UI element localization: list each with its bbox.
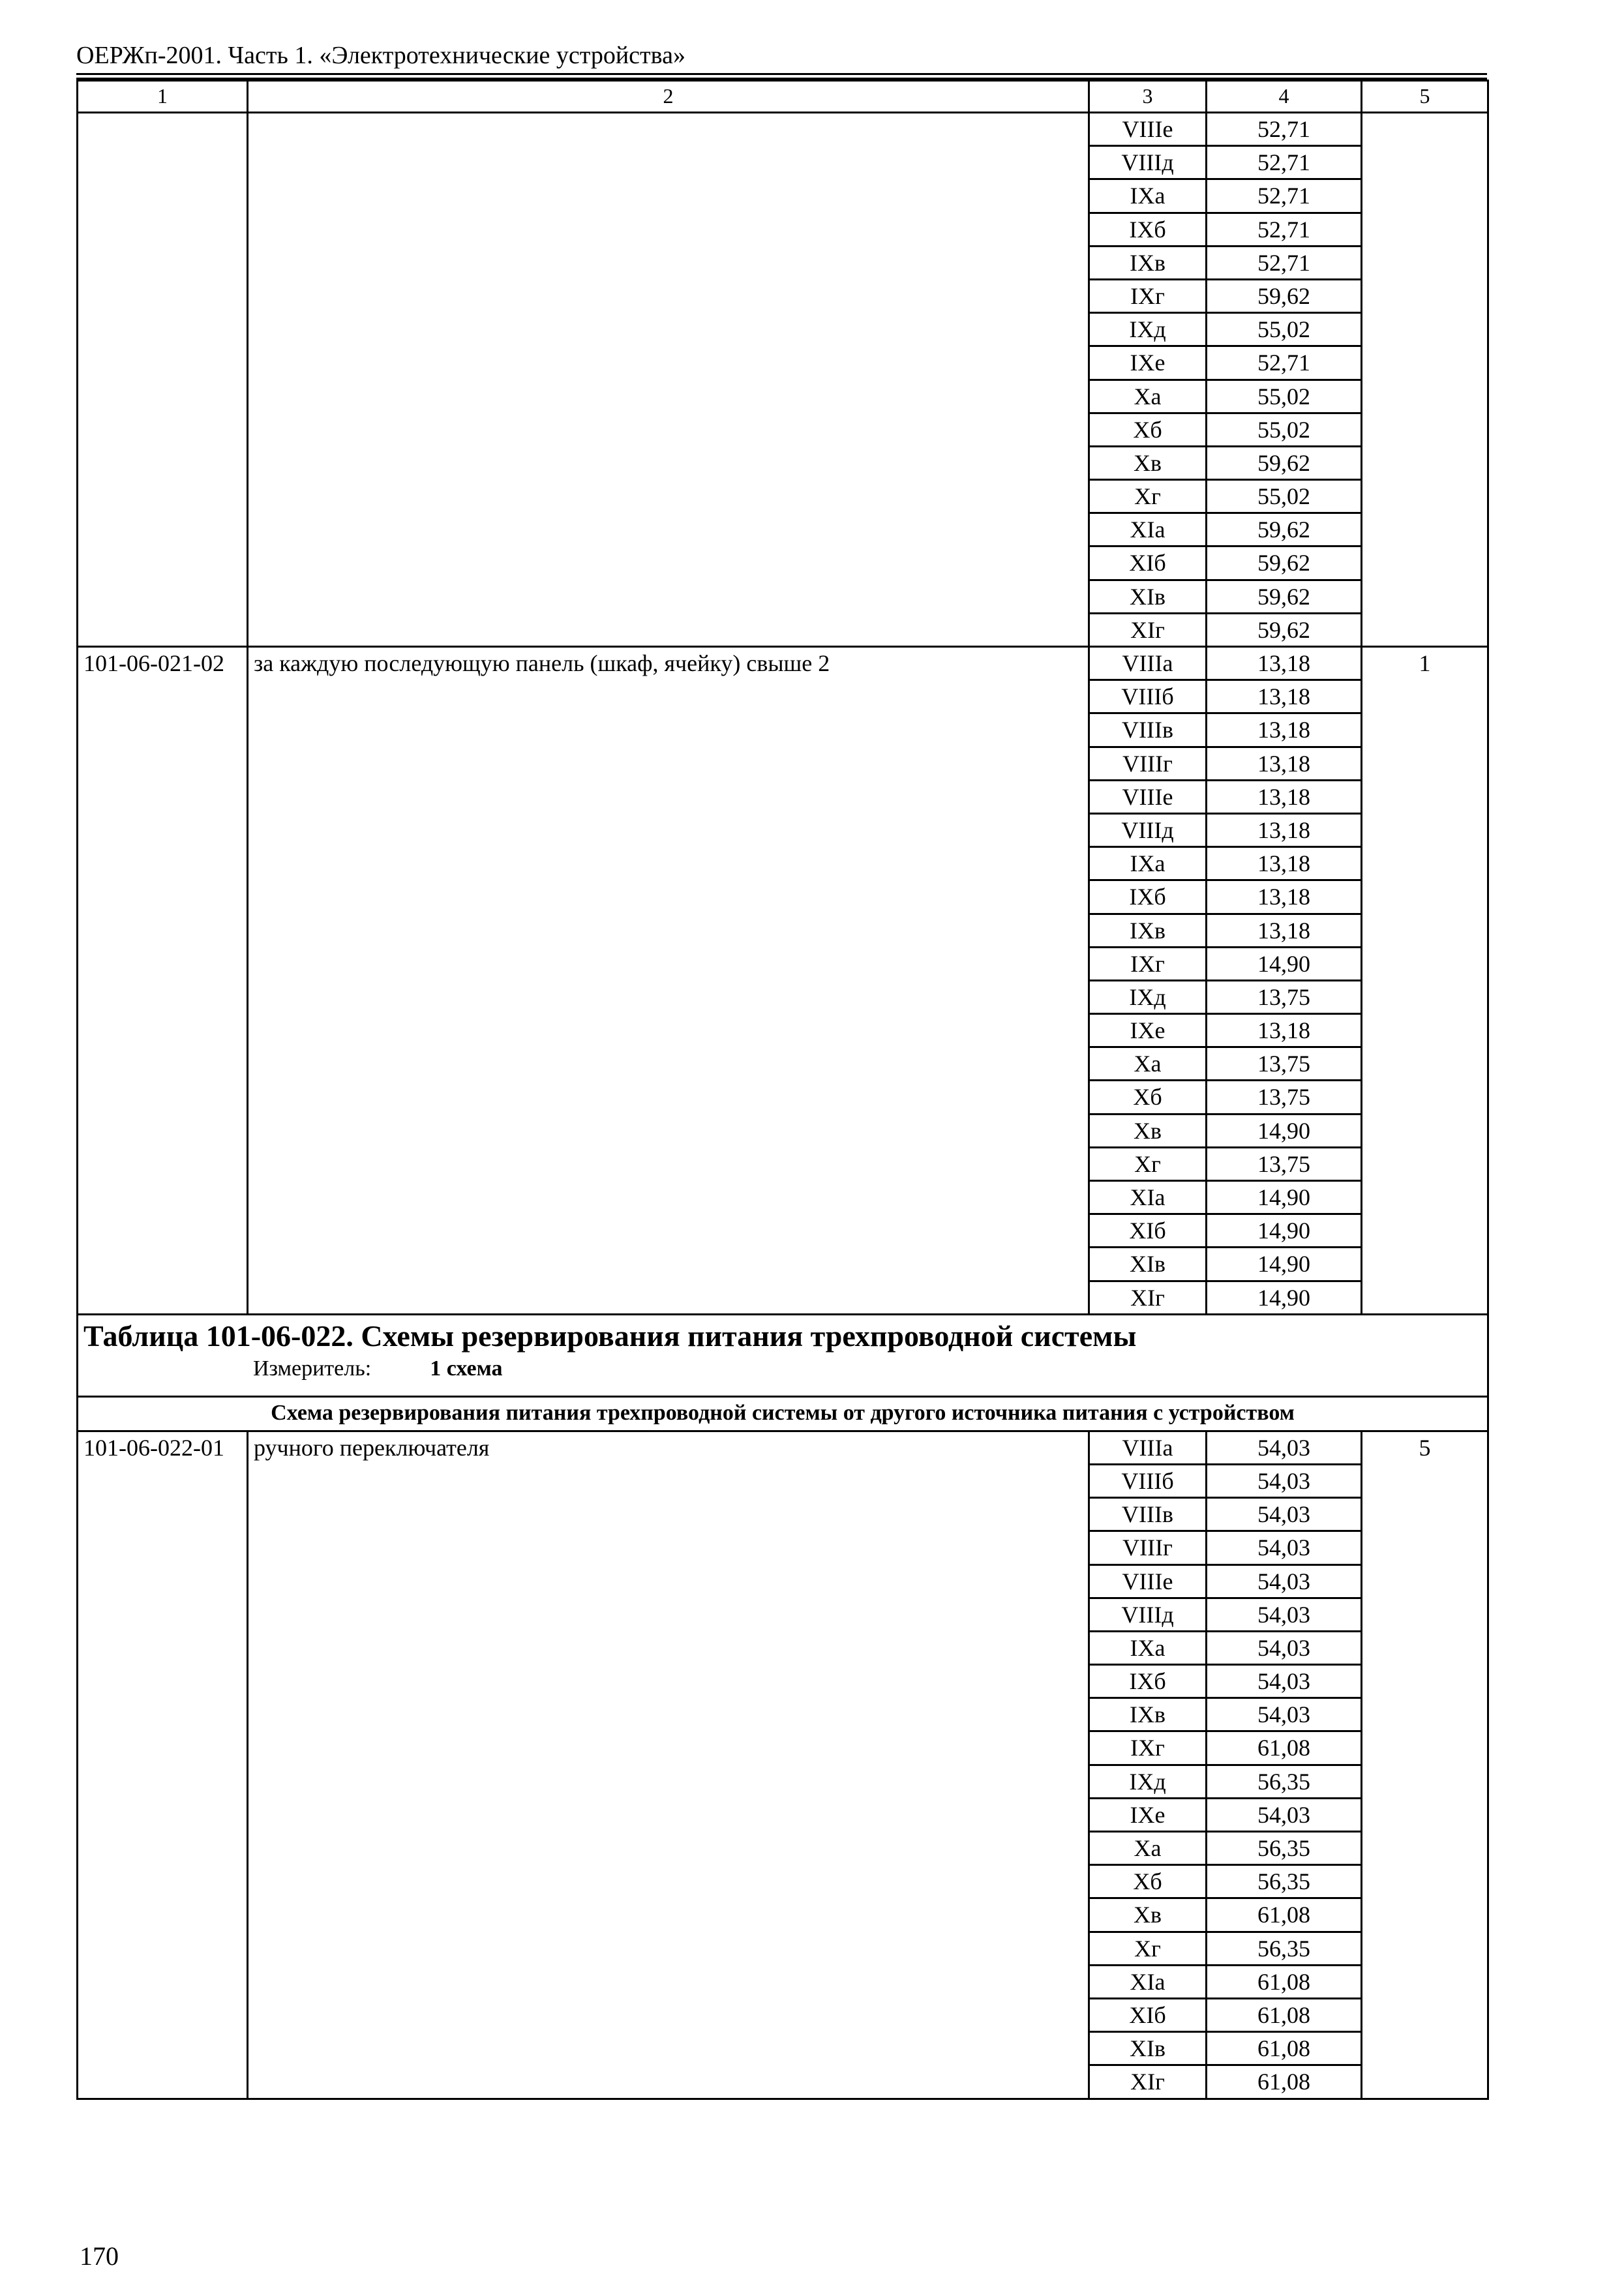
price-cell: 55,02: [1207, 413, 1362, 446]
price-cell: 13,18: [1207, 1014, 1362, 1047]
price-cell: 56,35: [1207, 1865, 1362, 1898]
zone-cell: Xв: [1089, 446, 1207, 479]
rate-row: [78, 647, 1488, 680]
zone-cell: Xг: [1089, 1147, 1207, 1180]
price-cell: 14,90: [1207, 1281, 1362, 1314]
price-cell: 54,03: [1207, 1531, 1362, 1564]
zone-cell: VIIIв: [1089, 1498, 1207, 1531]
price-cell: 59,62: [1207, 446, 1362, 479]
zone-cell: IXб: [1089, 880, 1207, 914]
column-number: 5: [1362, 81, 1488, 113]
value-cell: 5: [1362, 1431, 1488, 2099]
zone-cell: Xг: [1089, 480, 1207, 513]
price-cell: 13,18: [1207, 813, 1362, 846]
zone-cell: XIа: [1089, 1965, 1207, 1998]
zone-cell: Xб: [1089, 413, 1207, 446]
zone-cell: IXг: [1089, 1731, 1207, 1765]
zone-cell: Xа: [1089, 1047, 1207, 1081]
price-cell: 13,18: [1207, 914, 1362, 947]
price-cell: 59,62: [1207, 513, 1362, 546]
zone-cell: Xа: [1089, 380, 1207, 413]
zone-cell: VIIIд: [1089, 146, 1207, 179]
zone-cell: IXб: [1089, 213, 1207, 246]
zone-cell: IXа: [1089, 847, 1207, 880]
zone-cell: IXа: [1089, 179, 1207, 213]
value-cell: [1362, 113, 1488, 647]
column-number: 2: [248, 81, 1089, 113]
zone-cell: IXд: [1089, 313, 1207, 346]
zone-cell: IXд: [1089, 1765, 1207, 1798]
price-cell: 52,71: [1207, 246, 1362, 279]
price-cell: 13,18: [1207, 647, 1362, 680]
zone-cell: XIб: [1089, 1214, 1207, 1248]
price-cell: 54,03: [1207, 1631, 1362, 1664]
unit-value: 1 схема: [430, 1356, 503, 1381]
rate-row: [78, 1431, 1488, 1464]
zone-cell: Xв: [1089, 1898, 1207, 1932]
zone-cell: VIIIе: [1089, 113, 1207, 146]
column-number: 4: [1207, 81, 1362, 113]
work-description-cell: ручного переключателя: [248, 1431, 1089, 2099]
work-description-cell: [248, 113, 1089, 647]
price-cell: 54,03: [1207, 1665, 1362, 1698]
unit-label: Измеритель:: [253, 1356, 372, 1381]
zone-cell: XIв: [1089, 1248, 1207, 1281]
price-cell: 13,18: [1207, 713, 1362, 747]
rate-code-cell: 101-06-021-02: [78, 647, 248, 1315]
rate-code-cell: 101-06-022-01: [78, 1431, 248, 2099]
price-cell: 54,03: [1207, 1464, 1362, 1497]
zone-cell: VIIIг: [1089, 747, 1207, 780]
price-cell: 61,08: [1207, 1731, 1362, 1765]
table-title-cell: [78, 1314, 1488, 1396]
zone-cell: VIIIа: [1089, 1431, 1207, 1464]
price-cell: 61,08: [1207, 2032, 1362, 2065]
price-cell: 54,03: [1207, 1698, 1362, 1731]
price-cell: 52,71: [1207, 113, 1362, 146]
zone-cell: IXе: [1089, 1014, 1207, 1047]
price-cell: 13,18: [1207, 680, 1362, 713]
running-header: ОЕРЖп-2001. Часть 1. «Электротехнические устройства»: [76, 42, 685, 69]
price-cell: 61,08: [1207, 1898, 1362, 1932]
zone-cell: XIб: [1089, 1998, 1207, 2031]
zone-cell: VIIIа: [1089, 647, 1207, 680]
price-cell: 56,35: [1207, 1765, 1362, 1798]
price-cell: 54,03: [1207, 1798, 1362, 1831]
zone-cell: VIIIд: [1089, 813, 1207, 846]
zone-cell: XIг: [1089, 613, 1207, 646]
rates-table: [76, 80, 1489, 2100]
price-cell: 13,18: [1207, 747, 1362, 780]
zone-cell: Xг: [1089, 1932, 1207, 1965]
value-cell: 1: [1362, 647, 1488, 1315]
zone-cell: XIв: [1089, 580, 1207, 613]
price-cell: 54,03: [1207, 1498, 1362, 1531]
zone-cell: VIIIе: [1089, 1564, 1207, 1598]
zone-cell: VIIIе: [1089, 780, 1207, 813]
zone-cell: Xб: [1089, 1865, 1207, 1898]
price-cell: 13,75: [1207, 1081, 1362, 1114]
price-cell: 13,18: [1207, 880, 1362, 914]
zone-cell: IXв: [1089, 246, 1207, 279]
zone-cell: Xб: [1089, 1081, 1207, 1114]
price-cell: 61,08: [1207, 1998, 1362, 2031]
price-cell: 55,02: [1207, 380, 1362, 413]
zone-cell: VIIIг: [1089, 1531, 1207, 1564]
zone-cell: IXа: [1089, 1631, 1207, 1664]
zone-cell: XIг: [1089, 1281, 1207, 1314]
price-cell: 13,18: [1207, 847, 1362, 880]
price-cell: 56,35: [1207, 1932, 1362, 1965]
zone-cell: IXе: [1089, 346, 1207, 380]
zone-cell: XIв: [1089, 2032, 1207, 2065]
zone-cell: IXг: [1089, 947, 1207, 980]
unit-line: [253, 1354, 1482, 1383]
zone-cell: VIIIб: [1089, 680, 1207, 713]
price-cell: 14,90: [1207, 1181, 1362, 1214]
price-cell: 54,03: [1207, 1564, 1362, 1598]
zone-cell: VIIIб: [1089, 1464, 1207, 1497]
table-title-row: [78, 1314, 1488, 1396]
zone-cell: Xв: [1089, 1114, 1207, 1147]
header-rule-top: [76, 73, 1487, 75]
price-cell: 52,71: [1207, 213, 1362, 246]
zone-cell: VIIIв: [1089, 713, 1207, 747]
column-number: 3: [1089, 81, 1207, 113]
price-cell: 52,71: [1207, 346, 1362, 380]
price-cell: 61,08: [1207, 2065, 1362, 2099]
zone-cell: IXв: [1089, 914, 1207, 947]
price-cell: 52,71: [1207, 146, 1362, 179]
price-cell: 13,18: [1207, 780, 1362, 813]
price-cell: 61,08: [1207, 1965, 1362, 1998]
zone-cell: Xа: [1089, 1832, 1207, 1865]
price-cell: 13,75: [1207, 1047, 1362, 1081]
price-cell: 13,75: [1207, 980, 1362, 1013]
section-heading: Схема резервирования питания трехпроводной системы от другого источника питания с устройством: [78, 1396, 1488, 1431]
price-cell: 59,62: [1207, 279, 1362, 312]
price-cell: 59,62: [1207, 546, 1362, 580]
price-cell: 59,62: [1207, 613, 1362, 646]
zone-cell: VIIIд: [1089, 1598, 1207, 1631]
price-cell: 56,35: [1207, 1832, 1362, 1865]
price-cell: 14,90: [1207, 1214, 1362, 1248]
price-cell: 54,03: [1207, 1598, 1362, 1631]
zone-cell: IXд: [1089, 980, 1207, 1013]
price-cell: 55,02: [1207, 480, 1362, 513]
price-cell: 14,90: [1207, 947, 1362, 980]
price-cell: 52,71: [1207, 179, 1362, 213]
column-number: 1: [78, 81, 248, 113]
rate-code-cell: [78, 113, 248, 647]
price-cell: 14,90: [1207, 1114, 1362, 1147]
price-cell: 13,75: [1207, 1147, 1362, 1180]
zone-cell: IXб: [1089, 1665, 1207, 1698]
price-cell: 14,90: [1207, 1248, 1362, 1281]
zone-cell: IXг: [1089, 279, 1207, 312]
zone-cell: XIа: [1089, 1181, 1207, 1214]
zone-cell: XIб: [1089, 546, 1207, 580]
price-cell: 59,62: [1207, 580, 1362, 613]
table-title: Таблица 101-06-022. Схемы резервирования питания трехпроводной системы: [83, 1319, 1137, 1353]
zone-cell: IXв: [1089, 1698, 1207, 1731]
page-number: 170: [80, 2241, 119, 2271]
zone-cell: IXе: [1089, 1798, 1207, 1831]
rate-row: [78, 113, 1488, 146]
price-cell: 54,03: [1207, 1431, 1362, 1464]
column-number-row: [78, 81, 1488, 113]
price-cell: 55,02: [1207, 313, 1362, 346]
work-description-cell: за каждую последующую панель (шкаф, ячейку) свыше 2: [248, 647, 1089, 1315]
section-heading-row: [78, 1396, 1488, 1431]
zone-cell: XIа: [1089, 513, 1207, 546]
zone-cell: XIг: [1089, 2065, 1207, 2099]
